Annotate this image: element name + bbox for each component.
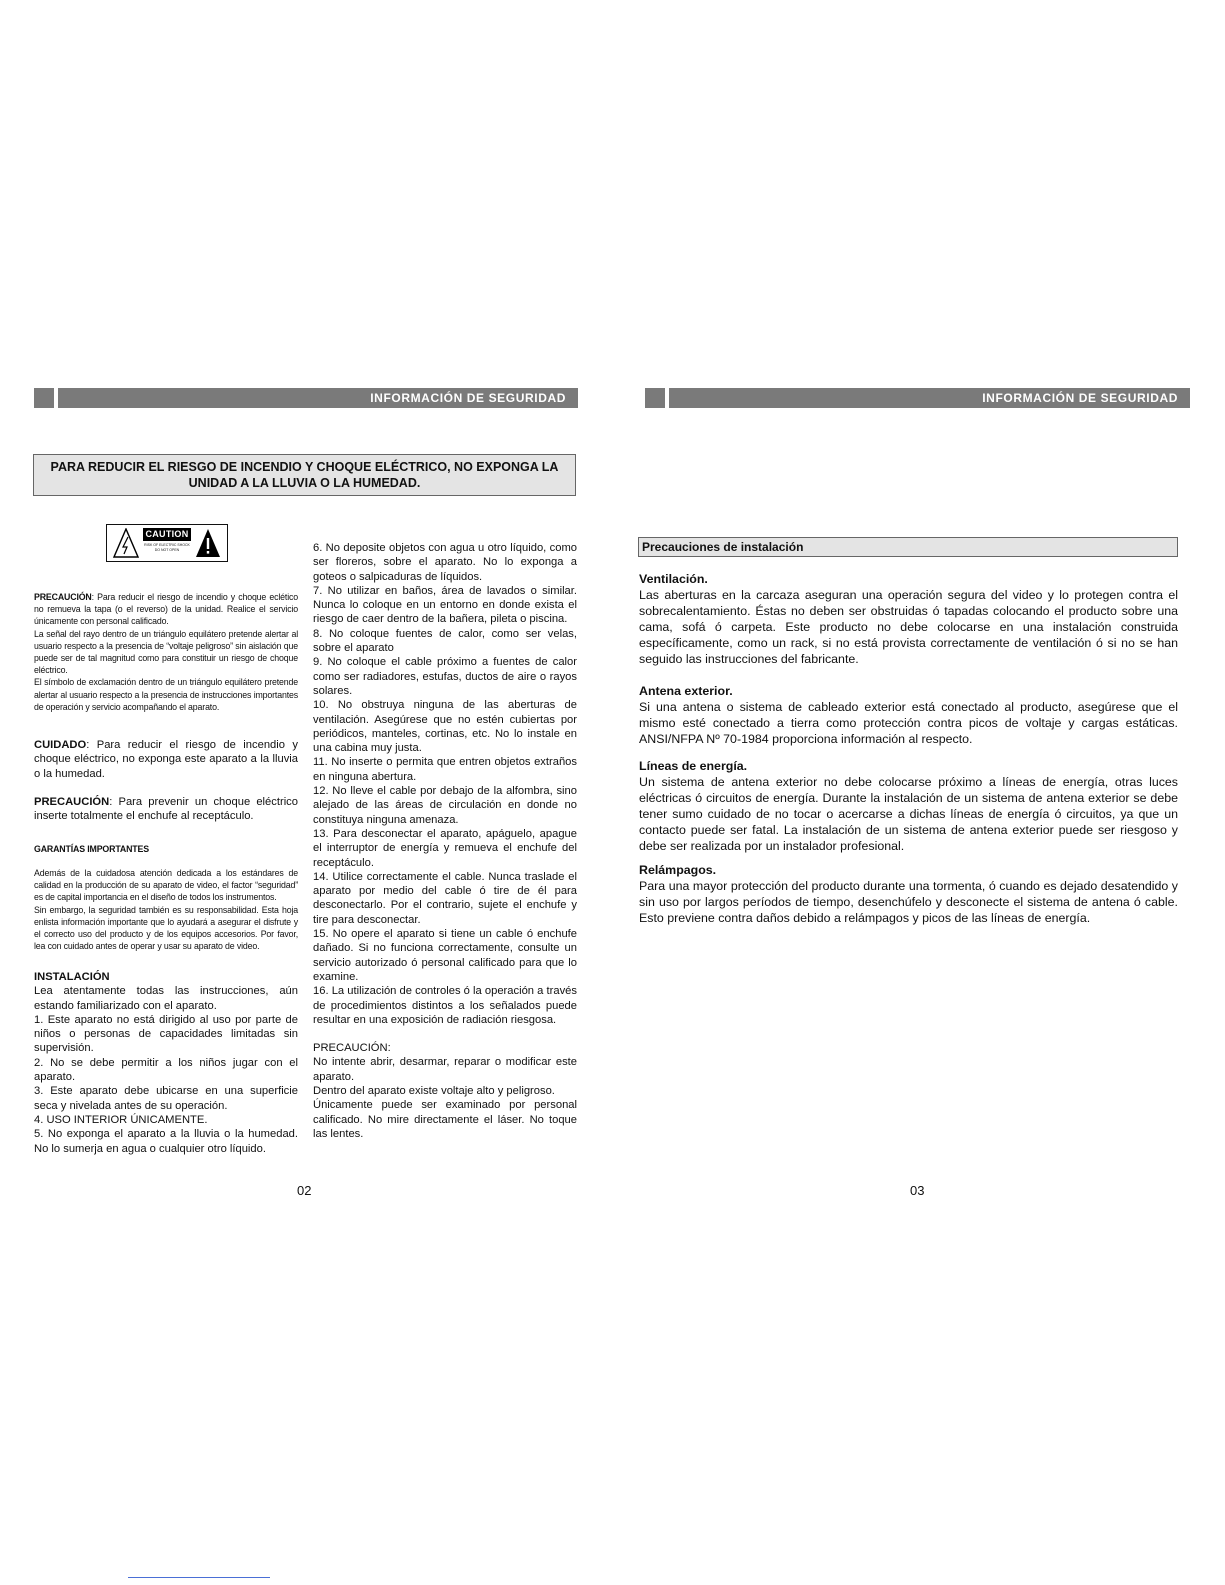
instalacion-item-1: 1. Este aparato no está dirigido al uso por parte de niños o personas de capacidades limitadas sin supervisión. <box>34 1013 298 1055</box>
garantias-title <box>34 843 298 855</box>
instalacion-item-12: 12. No lleve el cable por debajo de la alfombra, sino alejado de las áreas de circulación en donde no constituya ninguna amenaza. <box>313 785 577 826</box>
garantias-block <box>34 867 298 952</box>
instalacion-item-4: 4. USO INTERIOR ÚNICAMENTE. <box>34 1113 208 1126</box>
relampagos-text: Para una mayor protección del producto durante una tormenta, ó cuando es dejado desatendido y sin uso por largos períodos de tiempo, desenchúfelo y desconecte el sistema de antena ó cable. Esto previene contra daños debido a relámpagos y picos de las líneas de energía. <box>639 879 1178 925</box>
left-page <box>0 0 612 1585</box>
caution-center <box>143 528 191 558</box>
precaucion-small-label: PRECAUCIÓN <box>34 592 92 602</box>
instalacion-item-6: 6. No deposite objetos con agua u otro líquido, como ser floreros, sobre el aparato. No lo exponga a goteos o salpicaduras de líquidos. <box>313 542 577 583</box>
precaucion-enchufe-label: PRECAUCIÓN <box>34 796 110 808</box>
exclamacion-text: El símbolo de exclamación dentro de un triángulo equilátero pretende alertar al usuario respecto a la presencia de instrucciones importantes de operación y servicio acompañando el aparato. <box>34 677 298 712</box>
right-page <box>612 0 1225 1585</box>
instalacion-item-7: 7. No utilizar en baños, área de lavados o similar. Nunca lo coloque en un entorno en donde exista el riesgo de caer dentro de la bañera, pileta o piscina. <box>313 584 577 626</box>
rayo-text: La señal del rayo dentro de un triángulo equilátero pretende alertar al usuario respecto a la presencia de “voltaje peligroso” sin aislación que puede ser de tal magnitud como para constituir un riesgo de choque eléctrico. <box>34 628 298 676</box>
instalacion-item-9: 9. No coloque el cable próximo a fuentes de calor como ser radiadores, estufas, ductos de aire o rayos solares. <box>313 656 577 697</box>
garantias-p1: Además de la cuidadosa atención dedicada a los estándares de calidad en la producción de su aparato de video, el factor “seguridad” es de capital importancia en el diseño de todos los instrumentos. <box>34 868 298 903</box>
precaucion-enchufe-block <box>34 795 298 824</box>
instalacion-intro: Lea atentamente todas las instrucciones, aún estando familiarizado con el aparato. <box>34 985 298 1012</box>
instalacion-item-13: 13. Para desconectar el aparato, apáguelo, apague el interruptor de energía y remueva el enchufe del receptáculo. <box>313 827 577 869</box>
instalacion-item-10: 10. No obstruya ninguna de las aberturas de ventilación. Asegúrese que no estén cubiertas por periódicos, manteles, cortinas, etc. No lo instale en una cabina muy justa. <box>313 699 577 755</box>
page-number: 03 <box>910 1183 925 1198</box>
precaucion-final-line-3: Únicamente puede ser examinado por personal calificado. No mire directamente el láser. No toque las lentes. <box>313 1099 577 1140</box>
cuidado-label: CUIDADO <box>34 739 87 751</box>
instalacion-item-16: 16. La utilización de controles ó la operación a través de procedimientos distintos a los señalados puede resultar en una exposición de radiación riesgosa. <box>313 985 577 1026</box>
section-header-title: INFORMACIÓN DE SEGURIDAD <box>58 388 578 408</box>
lineas-section <box>639 758 1178 854</box>
instalacion-item-2: 2. No se debe permitir a los niños jugar con el aparato. <box>34 1056 298 1084</box>
exclamation-triangle-icon <box>195 528 221 558</box>
precaucion-final-line-2: Dentro del aparato existe voltaje alto y peligroso. <box>313 1084 555 1097</box>
instalacion-item-14: 14. Utilice correctamente el cable. Nunca traslade el aparato por medio del cable ó tire de él para desconectarlo. Por el contrario, sujete el enchufe y tire para desconectar. <box>313 870 577 926</box>
lineas-title: Líneas de energía. <box>639 759 748 773</box>
section-header-title: INFORMACIÓN DE SEGURIDAD <box>669 388 1190 408</box>
ventilacion-section <box>639 571 1178 667</box>
ventilacion-text: Las aberturas en la carcaza aseguran una operación segura del video y lo protegen contra el sobrecalentamiento. Éstas no deben ser obstruidas ó tapadas colocando el producto sobre una cama, sofá ó carpeta. Este producto no debe colocarse en una instalación construida específicamente, como un rack, si no está provista correctamente de ventilación ó si no se han seguido las instrucciones del fabricante. <box>639 588 1178 666</box>
instalacion-item-5: 5. No exponga el aparato a la lluvia o la humedad. No lo sumerja en agua o cualquier otro líquido. <box>34 1128 298 1155</box>
precaucion-final-title: PRECAUCIÓN: <box>313 1042 391 1055</box>
section-header-bar <box>645 388 1190 408</box>
precaucion-small-text: : Para reducir el riesgo de incendio y choque eclético no remueva la tapa (o el reverso) de la unidad. Realice el servicio únicamente con personal calificado. <box>34 592 298 627</box>
header-block <box>645 388 665 408</box>
caution-word: CAUTION <box>143 528 191 541</box>
bottom-link-rule <box>128 1577 270 1578</box>
precaucion-small-p1 <box>34 591 298 628</box>
lightning-triangle-icon <box>113 528 139 558</box>
ventilacion-title: Ventilación. <box>639 572 708 586</box>
instalacion-item-3: 3. Este aparato debe ubicarse en una superficie seca y nivelada antes de su operación. <box>34 1085 298 1112</box>
relampagos-section <box>639 862 1178 926</box>
antena-title: Antena exterior. <box>639 684 733 698</box>
garantias-title-text: GARANTÍAS IMPORTANTES <box>34 844 149 854</box>
caution-label-graphic <box>106 524 228 562</box>
instalacion-title: INSTALACIÓN <box>34 971 110 983</box>
precaucion-final-line-1: No intente abrir, desarmar, reparar o modificar este aparato. <box>313 1056 577 1083</box>
instalacion-item-8: 8. No coloque fuentes de calor, como ser velas, sobre el aparato <box>313 627 577 655</box>
cuidado-block <box>34 738 298 781</box>
spacer <box>313 1027 577 1041</box>
instalacion-continued <box>313 541 577 1141</box>
header-block <box>34 388 54 408</box>
installation-precautions-title: Precauciones de instalación <box>638 537 1178 557</box>
garantias-p2: Sin embargo, la seguridad también es su responsabilidad. Esta hoja enlista información importante que lo ayudará a asegurar el disfrute y el correcto uso del producto y de los equipos accesorios. Por favor, lea con cuidado antes de operar y usar su aparato de video. <box>34 904 298 952</box>
relampagos-title: Relámpagos. <box>639 863 717 877</box>
lineas-text: Un sistema de antena exterior no debe colocarse próximo a líneas de energía, otras luces eléctricas ó circuitos de energía. Durante la instalación de un sistema de antena exterior se debe tener sumo cuidado de no tocar o acercarse a dichas líneas de energía ó circuitos, ya que un contacto puede ser fatal. La instalación de un sistema de antena exterior puede ser riesgoso y debe ser realizada por un instalador profesional. <box>639 775 1178 853</box>
instalacion-item-15: 15. No opere el aparato si tiene un cable ó enchufe dañado. Si no funciona correctamente, consulte un servicio autorizado ó personal calificado para que lo examine. <box>313 928 577 983</box>
caution-small-text: RISK OF ELECTRIC SHOCK DO NOT OPEN <box>144 543 190 552</box>
antena-text: Si una antena o sistema de cableado exterior está conectado al producto, asegúrese que el mismo esté conectado a tierra como protección contra picos de voltaje y cargas estáticas. ANSI/NFPA Nº 70-1984 proporciona información al respecto. <box>639 700 1178 746</box>
section-header-bar <box>34 388 578 408</box>
precaucion-enchufe-text: : Para prevenir un choque eléctrico inserte totalmente el enchufe al receptáculo. <box>34 796 298 823</box>
precaucion-small-block <box>34 591 298 713</box>
instalacion-block <box>34 970 298 1156</box>
fire-shock-warning-box: PARA REDUCIR EL RIESGO DE INCENDIO Y CHOQUE ELÉCTRICO, NO EXPONGA LA UNIDAD A LA LLUVIA O LA HUMEDAD. <box>33 454 576 496</box>
page-number: 02 <box>297 1183 312 1198</box>
cuidado-text: : Para reducir el riesgo de incendio y choque eléctrico, no exponga este aparato a la lluvia o la humedad. <box>34 739 298 780</box>
instalacion-item-11: 11. No inserte o permita que entren objetos extraños en ninguna abertura. <box>313 756 577 783</box>
antena-section <box>639 683 1178 747</box>
